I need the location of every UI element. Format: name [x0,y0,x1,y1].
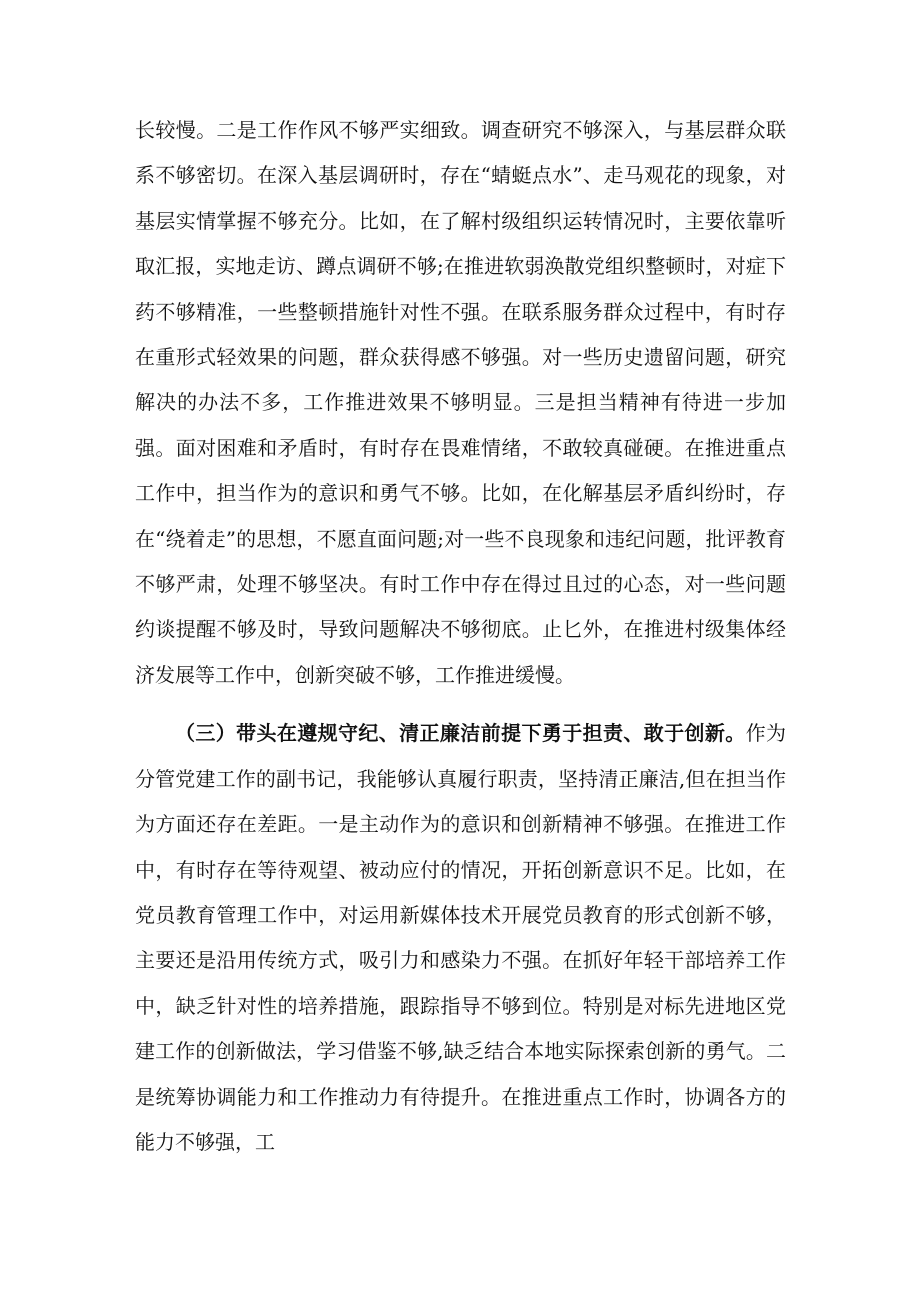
paragraph-text: 长较慢。二是工作作风不够严实细致。调查研究不够深入，与基层群众联系不够密切。在深入基层调研时，存在“蜻蜓点水”、走马观花的现象，对基层实情掌握不够充分。比如，在了解村级组织运转情况时，主要依靠听取汇报，实地走访、蹲点调研不够;在推进软弱涣散党组织整顿时，对症下药不够精准，一些整顿措施针对性不强。在联系服务群众过程中，有时存在重形式轻效果的问题，群众获得感不够强。对一些历史遗留问题，研究解决的办法不多，工作推进效果不够明显。三是担当精神有待进一步加强。面对困难和矛盾时，有时存在畏难情绪，不敢较真碰硬。在推进重点工作中，担当作为的意识和勇气不够。比如，在化解基层矛盾纠纷时，存在“绕着走”的思想，不愿直面问题;对一些不良现象和违纪问题，批评教育不够严肃，处理不够坚决。有时工作中存在得过且过的心态，对一些问题约谈提醒不够及时，导致问题解决不够彻底。止匕外，在推进村级集体经济发展等工作中，创新突破不够，工作推进缓慢。 [135,118,786,687]
document-body [135,108,786,1165]
section-heading: （三）带头在遵规守纪、清正廉洁前提下勇于担责、敢于创新。 [175,721,746,746]
paragraph-section-three [135,711,786,1165]
paragraph-text: 作为分管党建工作的副书记，我能够认真履行职责，坚持清正廉洁,但在担当作为方面还存在差距。一是主动作为的意识和创新精神不够强。在推进工作中，有时存在等待观望、被动应付的情况，开拓创新意识不足。比如，在党员教育管理工作中，对运用新媒体技术开展党员教育的形式创新不够，主要还是沿用传统方式，吸引力和感染力不强。在抓好年轻干部培养工作中，缺乏针对性的培养措施，跟踪指导不够到位。特别是对标先进地区党建工作的创新做法，学习借鉴不够,缺乏结合本地实际探索创新的勇气。二是统筹协调能力和工作推动力有待提升。在推进重点工作时，协调各方的能力不够强，工 [135,721,787,1154]
paragraph-continuation [135,108,786,698]
